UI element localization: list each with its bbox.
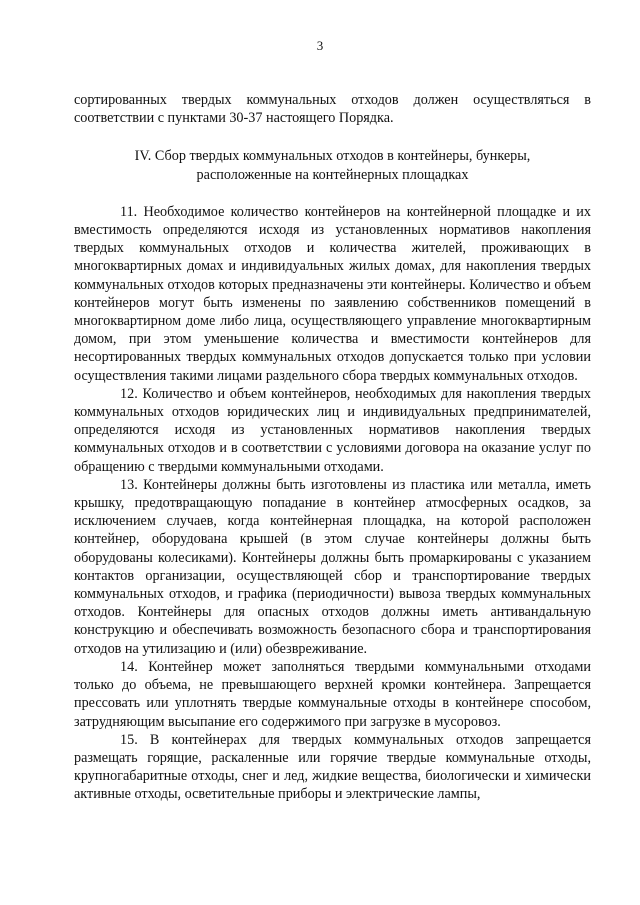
paragraph-11: 11. Необходимое количество контейнеров на контейнерной площадке и их вместимость определяются исходя из установленных нормативов накопления твердых коммунальных отходов и количества жителей, проживающих в многоквартирных домах и индивидуальных жилых домах, для накопления твердых коммунальных отходов которых предназначены эти контейнеры. Количество и объем контейнеров могут быть изменены по заявлению собственников помещений в многоквартирном доме либо лица, осуществляющего управление многоквартирным домом, при этом уменьшение количества и вместимости контейнеров для несортированных твердых коммунальных отходов допускается только при условии осуществления такими лицами раздельного сбора твердых коммунальных отходов.: [74, 203, 591, 384]
section-heading: IV. Сбор твердых коммунальных отходов в контейнеры, бункеры, расположенные на контейнерных площадках: [134, 148, 531, 183]
paragraph-14: 14. Контейнер может заполняться твердыми коммунальными отходами только до объема, не превышающего верхней кромки контейнера. Запрещается прессовать или уплотнять твердые коммунальные отходы в контейнере способом, затрудняющим высыпание его содержимого при загрузке в мусоровоз.: [74, 658, 591, 730]
paragraph-13: 13. Контейнеры должны быть изготовлены из пластика или металла, иметь крышку, предотвращающую попадание в контейнер атмосферных осадков, за исключением случаев, когда контейнерная площадка, на которой расположен контейнер, оборудована крышей (в этом случае контейнеры должны быть оборудованы колесиками). Контейнеры должны быть промаркированы с указанием контактов организации, осуществляющей сбор и транспортирование твердых коммунальных отходов, и графика (периодичности) вывоза твердых коммунальных отходов. Контейнеры для опасных отходов должны иметь антивандальную конструкцию и обеспечивать возможность безопасного сбора и транспортирования отходов на утилизацию и (или) обезвреживание.: [74, 476, 591, 657]
paragraph-15: 15. В контейнерах для твердых коммунальных отходов запрещается размещать горящие, раскаленные или горячие твердые коммунальные отходы, крупногабаритные отходы, снег и лед, жидкие вещества, биологически и химически активные отходы, осветительные приборы и электрические лампы,: [74, 731, 591, 803]
page-number: 3: [316, 38, 324, 53]
paragraph-12: 12. Количество и объем контейнеров, необходимых для накопления твердых коммунальных отходов юридических лиц и индивидуальных предпринимателей, определяются исходя из установленных нормативов накопления твердых коммунальных отходов и в соответствии с условиями договора на оказание услуг по обращению с твердыми коммунальными отходами.: [74, 385, 591, 475]
intro-continuation: сортированных твердых коммунальных отходов должен осуществляться в соответствии с пунктами 30-37 настоящего Порядка.: [74, 92, 591, 127]
document-body: [74, 91, 591, 804]
